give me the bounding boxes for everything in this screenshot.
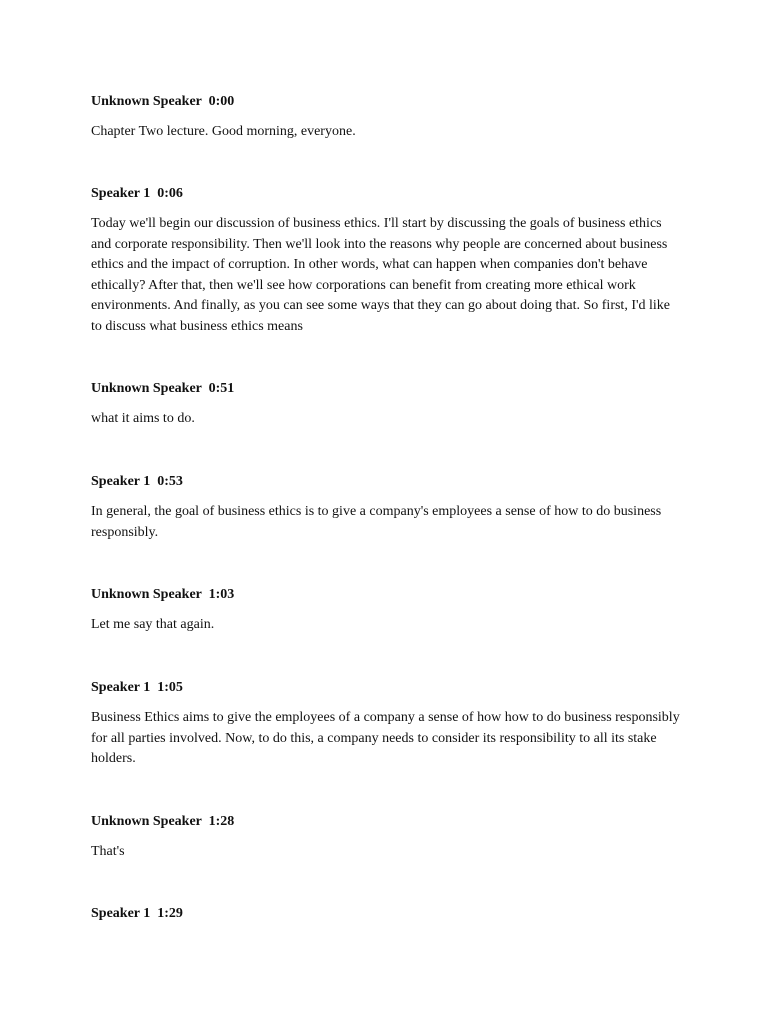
- speaker-timestamp: Speaker 1 1:29: [91, 906, 183, 921]
- speaker-timestamp: Unknown Speaker 1:03: [91, 587, 235, 602]
- transcript-entry: [91, 379, 681, 430]
- speaker-timestamp: Speaker 1 1:05: [91, 680, 183, 695]
- speech-text: In general, the goal of business ethics is to give a company's employees a sense of how to do business responsibly.: [91, 504, 662, 540]
- speech-text: what it aims to do.: [91, 411, 195, 426]
- transcript-entry: [91, 904, 681, 924]
- speaker-timestamp: Unknown Speaker 1:28: [91, 814, 235, 829]
- speech-text: Let me say that again.: [91, 617, 215, 632]
- speaker-timestamp: Speaker 1 0:06: [91, 186, 183, 201]
- speech-text: Business Ethics aims to give the employees of a company a sense of how how to do business responsibly for all parties involved. Now, to do this, a company needs to consider its responsibility to all its stake holders.: [91, 710, 680, 767]
- transcript-entry: [91, 92, 681, 143]
- speech-text: Chapter Two lecture. Good morning, everyone.: [91, 124, 356, 139]
- speech-text: That's: [91, 844, 125, 859]
- transcript-entry: [91, 184, 681, 338]
- speaker-timestamp: Unknown Speaker 0:00: [91, 94, 235, 109]
- speaker-timestamp: Speaker 1 0:53: [91, 474, 183, 489]
- transcript-entry: [91, 585, 681, 636]
- transcript-entry: [91, 678, 681, 770]
- speech-text: Today we'll begin our discussion of business ethics. I'll start by discussing the goals of business ethics and corporate responsibility. Then we'll look into the reasons why people are concerned about business ethics and the impact of corruption. In other words, what can happen when companies don't behave ethically? After that, then we'll see how corporations can benefit from creating more ethical work environments. And finally, as you can see some ways that they can go about doing that. So first, I'd like to discuss what business ethics means: [91, 216, 670, 334]
- speaker-timestamp: Unknown Speaker 0:51: [91, 381, 235, 396]
- transcript-entry: [91, 472, 681, 543]
- transcript-entry: [91, 812, 681, 863]
